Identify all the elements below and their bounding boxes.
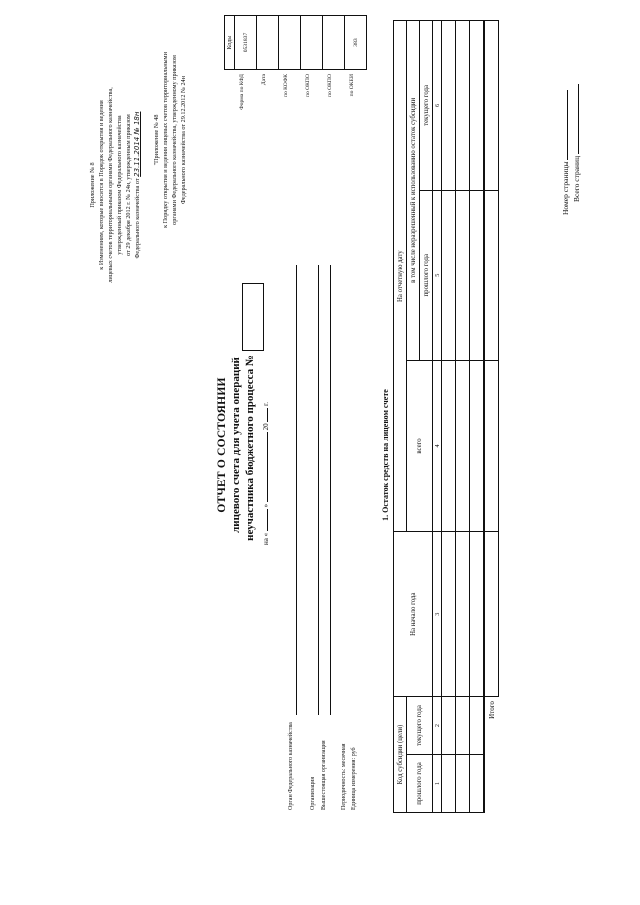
- cell[interactable]: [456, 532, 470, 697]
- table-row: [456, 21, 470, 813]
- appendix-8-title: Приложение № 8: [89, 162, 96, 208]
- col-cur-year2-header: текущего года: [420, 21, 433, 191]
- totals-row: [484, 21, 499, 813]
- report-title: ОТЧЕТ О СОСТОЯНИИ: [216, 377, 228, 513]
- total-prev-year[interactable]: [484, 190, 499, 360]
- cell[interactable]: [442, 532, 456, 697]
- section-title: 1. Остаток средств на лицевом счете: [381, 389, 390, 521]
- cell[interactable]: [470, 755, 485, 813]
- appendix-48-line4: Федерального казначейства от 29.12.2012 № 24н: [180, 76, 187, 204]
- appendix-8-line4: утвержденный приказом Федерального казначейства: [116, 115, 123, 255]
- codes-form-label: Форма по КФД: [239, 74, 245, 110]
- balance-table: [393, 20, 499, 813]
- col-num-1: 1: [433, 755, 442, 813]
- codes-okpo1-label: по ОКПО: [305, 74, 311, 98]
- appendix-8-line3: лицевых счетов территориальными органами Федерального казначейства,: [107, 87, 114, 283]
- page-number-label: [561, 90, 570, 215]
- codes-header: Коды: [225, 16, 235, 70]
- date-suffix: г.: [262, 402, 270, 406]
- organization-field[interactable]: [318, 265, 319, 715]
- codes-okpo2-value[interactable]: [323, 16, 345, 70]
- cell[interactable]: [456, 755, 470, 813]
- higher-org-field[interactable]: [330, 265, 331, 715]
- cell[interactable]: [456, 697, 470, 755]
- col-total-header: всего: [407, 360, 433, 532]
- total-cur-year[interactable]: [484, 21, 499, 191]
- codes-kofk-value[interactable]: [279, 16, 301, 70]
- cell[interactable]: [470, 190, 485, 360]
- label-periodicity: Периодичность: месячная: [341, 743, 347, 810]
- cell[interactable]: [470, 697, 485, 755]
- label-unit: Единица измерения: руб: [351, 747, 357, 810]
- cell[interactable]: [456, 190, 470, 360]
- page-number-text: Номер страницы: [561, 161, 570, 215]
- codes-form-value: 0531837: [235, 16, 257, 70]
- col-report-header: На отчетную дату: [394, 21, 407, 532]
- col-incl-header: в том числе неразрешенный к использованию остаток субсидии: [407, 21, 420, 361]
- codes-kofk-label: по КОФК: [283, 74, 289, 98]
- codes-table: [224, 15, 367, 70]
- appendix-8-line6-prefix: Федерального казначейства от: [134, 178, 141, 259]
- itogo-label: Итого: [487, 701, 496, 719]
- col-cur-year-header: текущего года: [407, 697, 433, 755]
- codes-okpo1-value[interactable]: [301, 16, 323, 70]
- label-higher-org: Вышестоящая организация: [321, 740, 327, 810]
- col-prev-year2-header: прошлого года: [420, 190, 433, 360]
- col-num-6: 6: [433, 21, 442, 191]
- page-number-field[interactable]: [567, 90, 568, 160]
- table-row: [470, 21, 485, 813]
- cell[interactable]: [442, 190, 456, 360]
- codes-okei-label: по ОКЕИ: [349, 74, 355, 97]
- appendix-48-line2: к Порядку открытия и ведения лицевых счетов территориальными: [162, 52, 169, 228]
- appendix-8-line6: [133, 25, 142, 345]
- codes-date-value[interactable]: [257, 16, 279, 70]
- table-row: [442, 21, 456, 813]
- appendix-8-line2: к Изменениям, которые вносятся в Порядок открытия и ведения: [98, 100, 105, 270]
- cell[interactable]: [442, 755, 456, 813]
- label-treasury-body: Орган Федерального казначейства: [288, 722, 294, 810]
- cell[interactable]: [442, 360, 456, 532]
- col-num-4: 4: [433, 360, 442, 532]
- appendix-48-block: [152, 15, 188, 265]
- account-number-box[interactable]: [242, 283, 264, 351]
- cell[interactable]: [470, 532, 485, 697]
- cell[interactable]: [456, 21, 470, 191]
- report-subtitle-1: лицевого счета для учета операций: [230, 357, 242, 533]
- col-prev-year-header: прошлого года: [407, 755, 433, 813]
- cell[interactable]: [456, 360, 470, 532]
- appendix-8-line5: от 29 декабря 2012 г. № 24н, утвержденным приказом: [125, 114, 132, 256]
- treasury-body-field[interactable]: [296, 265, 297, 715]
- total-start[interactable]: [484, 532, 499, 697]
- handwritten-date: 23.11.2014 № 18н: [133, 111, 141, 177]
- codes-okei-value: 383: [345, 16, 367, 70]
- cell[interactable]: [470, 21, 485, 191]
- appendix-8-block: [88, 25, 142, 345]
- cell[interactable]: [442, 697, 456, 755]
- date-year: 20: [262, 423, 270, 431]
- codes-okpo2-label: по ОКПО: [327, 74, 333, 98]
- col-num-5: 5: [433, 190, 442, 360]
- label-organization: Организация: [310, 776, 316, 810]
- cell[interactable]: [442, 21, 456, 191]
- page-total-text: Всего страниц: [572, 155, 581, 202]
- col-code-header: Код субсидии (цели): [394, 697, 407, 813]
- col-num-3: 3: [433, 532, 442, 697]
- appendix-48-line3: органами Федерального казначейства, утвержденному приказом: [171, 55, 178, 225]
- report-date-line: [262, 305, 271, 545]
- appendix-48-title: "Приложение № 48: [153, 114, 160, 166]
- col-num-2: 2: [433, 697, 442, 755]
- date-prefix: на «: [262, 532, 270, 545]
- report-subtitle-2: неучастника бюджетного процесса №: [244, 355, 256, 541]
- col-start-header: На начало года: [394, 532, 433, 697]
- cell[interactable]: [470, 360, 485, 532]
- total-all[interactable]: [484, 360, 499, 532]
- date-mid: »: [262, 503, 270, 508]
- page-total-label: [572, 84, 581, 202]
- codes-date-label: Дата: [261, 74, 267, 86]
- page-total-field[interactable]: [578, 84, 579, 154]
